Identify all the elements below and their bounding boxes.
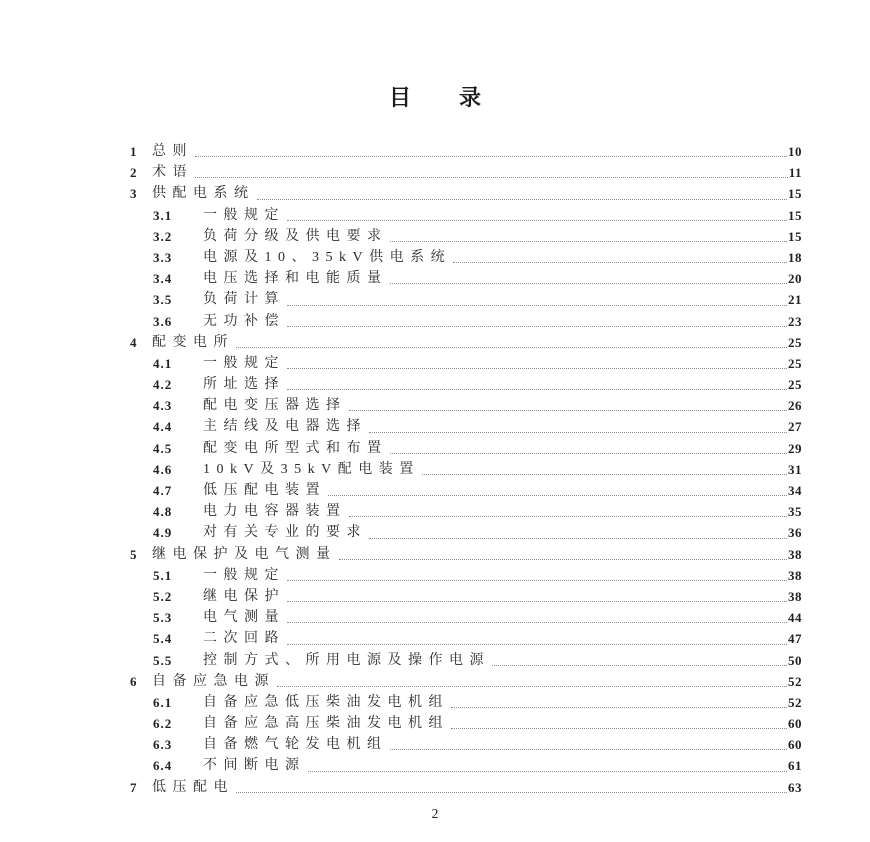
toc-entry-label: 术语	[152, 165, 193, 181]
toc-dotted-leader	[287, 622, 787, 623]
toc-dotted-leader	[195, 156, 787, 157]
toc-entry-number: 4.4	[153, 419, 173, 435]
toc-entry	[130, 311, 802, 332]
toc-entry-page: 18	[788, 249, 802, 265]
toc-entry-label: 二次回路	[203, 631, 285, 647]
toc-entry-page: 61	[788, 758, 802, 774]
toc-dotted-leader	[451, 707, 787, 708]
toc-entry-page: 47	[788, 631, 802, 647]
toc-entry-label: 一般规定	[203, 567, 285, 583]
toc-entry	[130, 353, 802, 374]
toc-entry-number: 6	[130, 673, 138, 689]
toc-entry-number: 7	[130, 779, 138, 795]
toc-entry	[130, 755, 802, 776]
toc-dotted-leader	[369, 538, 787, 539]
toc-entry-label: 配变电所	[152, 334, 234, 350]
toc-dotted-leader	[349, 516, 788, 517]
toc-entry-page: 34	[788, 483, 802, 498]
toc-dotted-leader	[277, 686, 787, 687]
toc-entry-number: 3	[130, 186, 138, 202]
toc-dotted-leader	[390, 749, 788, 750]
toc-entry-label: 一般规定	[203, 355, 285, 371]
toc-entry-number: 5.4	[153, 631, 173, 647]
toc-dotted-leader	[287, 389, 787, 390]
footer-page-number: 2	[431, 805, 439, 821]
toc-entry-page: 20	[788, 271, 802, 287]
toc-entry-label: 控制方式、所用电源及操作电源	[203, 652, 490, 668]
toc-entry-label: 继电保护	[203, 588, 285, 604]
toc-entry-number: 1	[130, 144, 138, 159]
toc-entry-number: 3.4	[153, 271, 173, 287]
toc-dotted-leader	[390, 241, 788, 242]
toc-entry	[130, 628, 802, 649]
toc-dotted-leader	[287, 220, 787, 221]
toc-dotted-leader	[453, 262, 787, 263]
toc-entry-label: 对有关专业的要求	[203, 525, 367, 541]
toc-entry-page: 50	[788, 652, 802, 668]
toc-dotted-leader	[451, 728, 787, 729]
toc-entry-number: 4.7	[153, 483, 173, 498]
toc-entry-page: 60	[788, 716, 802, 732]
toc-dotted-leader	[195, 177, 788, 178]
toc-entry-page: 44	[788, 610, 802, 626]
toc-entry	[130, 565, 802, 586]
toc-entry-number: 4.5	[153, 440, 173, 456]
toc-entry-number: 2	[130, 165, 138, 181]
toc-entry-label: 不间断电源	[203, 758, 306, 774]
toc-entry-page: 11	[788, 165, 802, 181]
toc-entry-page: 63	[788, 779, 802, 795]
toc-entry-label: 电力电容器装置	[203, 504, 347, 520]
toc-entry-number: 4.8	[153, 504, 173, 520]
toc-dotted-leader	[287, 305, 787, 306]
toc-entry-label: 负荷分级及供电要求	[203, 228, 388, 244]
toc-entry-label: 供配电系统	[152, 186, 255, 202]
toc-entry-number: 3.2	[153, 228, 173, 244]
toc-entry	[130, 692, 802, 713]
toc-entry-page: 15	[788, 186, 802, 202]
toc-dotted-leader	[287, 580, 787, 581]
toc-entry-label: 电气测量	[203, 610, 285, 626]
toc-entry-label: 自备应急低压柴油发电机组	[203, 694, 449, 710]
toc-entry	[130, 247, 802, 268]
toc-dotted-leader	[390, 453, 788, 454]
toc-dotted-leader	[308, 771, 788, 772]
toc-entry	[130, 650, 802, 671]
toc-entry-number: 5.5	[153, 652, 173, 668]
toc-entry-label: 10kV及35kV配电装置	[203, 461, 420, 477]
toc-entry	[130, 734, 802, 755]
toc-entry	[130, 522, 802, 543]
toc-dotted-leader	[328, 495, 787, 496]
toc-dotted-leader	[236, 347, 787, 348]
toc-dotted-leader	[236, 792, 787, 793]
toc-dotted-leader	[369, 432, 787, 433]
toc-dotted-leader	[390, 283, 788, 284]
toc-list	[130, 141, 802, 798]
toc-entry-number: 3.5	[153, 292, 173, 308]
toc-dotted-leader	[492, 665, 787, 666]
toc-entry-page: 31	[788, 461, 802, 477]
toc-entry-label: 继电保护及电气测量	[152, 546, 337, 562]
toc-entry-page: 10	[788, 144, 802, 159]
toc-entry-label: 配电变压器选择	[203, 398, 347, 414]
toc-entry-number: 6.2	[153, 716, 173, 732]
toc-entry	[130, 416, 802, 437]
toc-entry-number: 4.1	[153, 355, 173, 371]
toc-entry	[130, 374, 802, 395]
toc-entry-number: 3.1	[153, 207, 173, 223]
toc-entry-number: 6.1	[153, 694, 173, 710]
toc-dotted-leader	[257, 199, 788, 200]
toc-entry-page: 60	[788, 737, 802, 753]
toc-entry-page: 38	[788, 567, 802, 583]
toc-entry-page: 36	[788, 525, 802, 541]
toc-entry	[130, 226, 802, 247]
toc-entry-label: 自备应急高压柴油发电机组	[203, 716, 449, 732]
toc-entry-label: 一般规定	[203, 207, 285, 223]
toc-entry-label: 无功补偿	[203, 313, 285, 329]
toc-dotted-leader	[422, 474, 787, 475]
toc-entry-number: 3.6	[153, 313, 173, 329]
toc-entry	[130, 459, 802, 480]
toc-entry	[130, 544, 802, 565]
toc-entry-number: 5	[130, 546, 138, 562]
toc-entry-page: 52	[788, 673, 802, 689]
toc-entry	[130, 480, 802, 501]
toc-entry-page: 52	[788, 694, 802, 710]
toc-entry-page: 15	[788, 228, 802, 244]
toc-entry-number: 4.2	[153, 377, 173, 393]
toc-entry	[130, 713, 802, 734]
toc-entry-label: 低压配电装置	[203, 483, 326, 498]
toc-dotted-leader	[349, 410, 788, 411]
toc-title-char-1: 目	[388, 86, 411, 111]
toc-entry	[130, 141, 802, 162]
toc-entry-page: 29	[788, 440, 802, 456]
toc-entry	[130, 607, 802, 628]
toc-entry-label: 所址选择	[203, 377, 285, 393]
toc-entry	[130, 671, 802, 692]
toc-entry-page: 25	[788, 355, 802, 371]
toc-entry-page: 25	[788, 334, 802, 350]
toc-title	[0, 0, 870, 112]
toc-dotted-leader	[287, 601, 787, 602]
toc-dotted-leader	[339, 559, 788, 560]
toc-entry-number: 5.1	[153, 567, 173, 583]
toc-entry-page: 23	[788, 313, 802, 329]
toc-entry-page: 15	[788, 207, 802, 223]
toc-entry-number: 6.3	[153, 737, 173, 753]
toc-entry-page: 21	[788, 292, 802, 308]
toc-entry-number: 5.3	[153, 610, 173, 626]
toc-entry-label: 低压配电	[152, 779, 234, 795]
toc-dotted-leader	[287, 368, 787, 369]
toc-entry	[130, 501, 802, 522]
toc-entry-label: 自备燃气轮发电机组	[203, 737, 388, 753]
toc-dotted-leader	[287, 644, 787, 645]
toc-entry	[130, 205, 802, 226]
toc-entry-label: 自备应急电源	[152, 673, 275, 689]
toc-entry	[130, 332, 802, 353]
toc-entry-number: 3.3	[153, 249, 173, 265]
toc-entry	[130, 586, 802, 607]
toc-entry-label: 主结线及电器选择	[203, 419, 367, 435]
toc-title-char-2: 录	[459, 86, 482, 111]
toc-entry-page: 27	[788, 419, 802, 435]
toc-entry	[130, 438, 802, 459]
toc-entry-page: 38	[788, 588, 802, 604]
toc-entry-page: 25	[788, 377, 802, 393]
toc-entry-number: 4.6	[153, 461, 173, 477]
toc-entry	[130, 777, 802, 798]
toc-entry-page: 26	[788, 398, 802, 414]
toc-entry-label: 负荷计算	[203, 292, 285, 308]
toc-entry-page: 35	[788, 504, 802, 520]
toc-entry	[130, 395, 802, 416]
toc-entry-page: 38	[788, 546, 802, 562]
toc-entry-label: 电源及10、35kV供电系统	[203, 249, 452, 265]
toc-entry-number: 5.2	[153, 588, 173, 604]
toc-entry	[130, 268, 802, 289]
toc-entry-number: 4.9	[153, 525, 173, 541]
toc-entry	[130, 289, 802, 310]
toc-entry-label: 配变电所型式和布置	[203, 440, 388, 456]
toc-entry-number: 6.4	[153, 758, 173, 774]
toc-entry	[130, 183, 802, 204]
toc-entry-number: 4	[130, 334, 138, 350]
toc-entry	[130, 162, 802, 183]
toc-entry-label: 电压选择和电能质量	[203, 271, 388, 287]
toc-dotted-leader	[287, 326, 787, 327]
toc-entry-number: 4.3	[153, 398, 173, 414]
toc-entry-label: 总则	[152, 144, 193, 159]
